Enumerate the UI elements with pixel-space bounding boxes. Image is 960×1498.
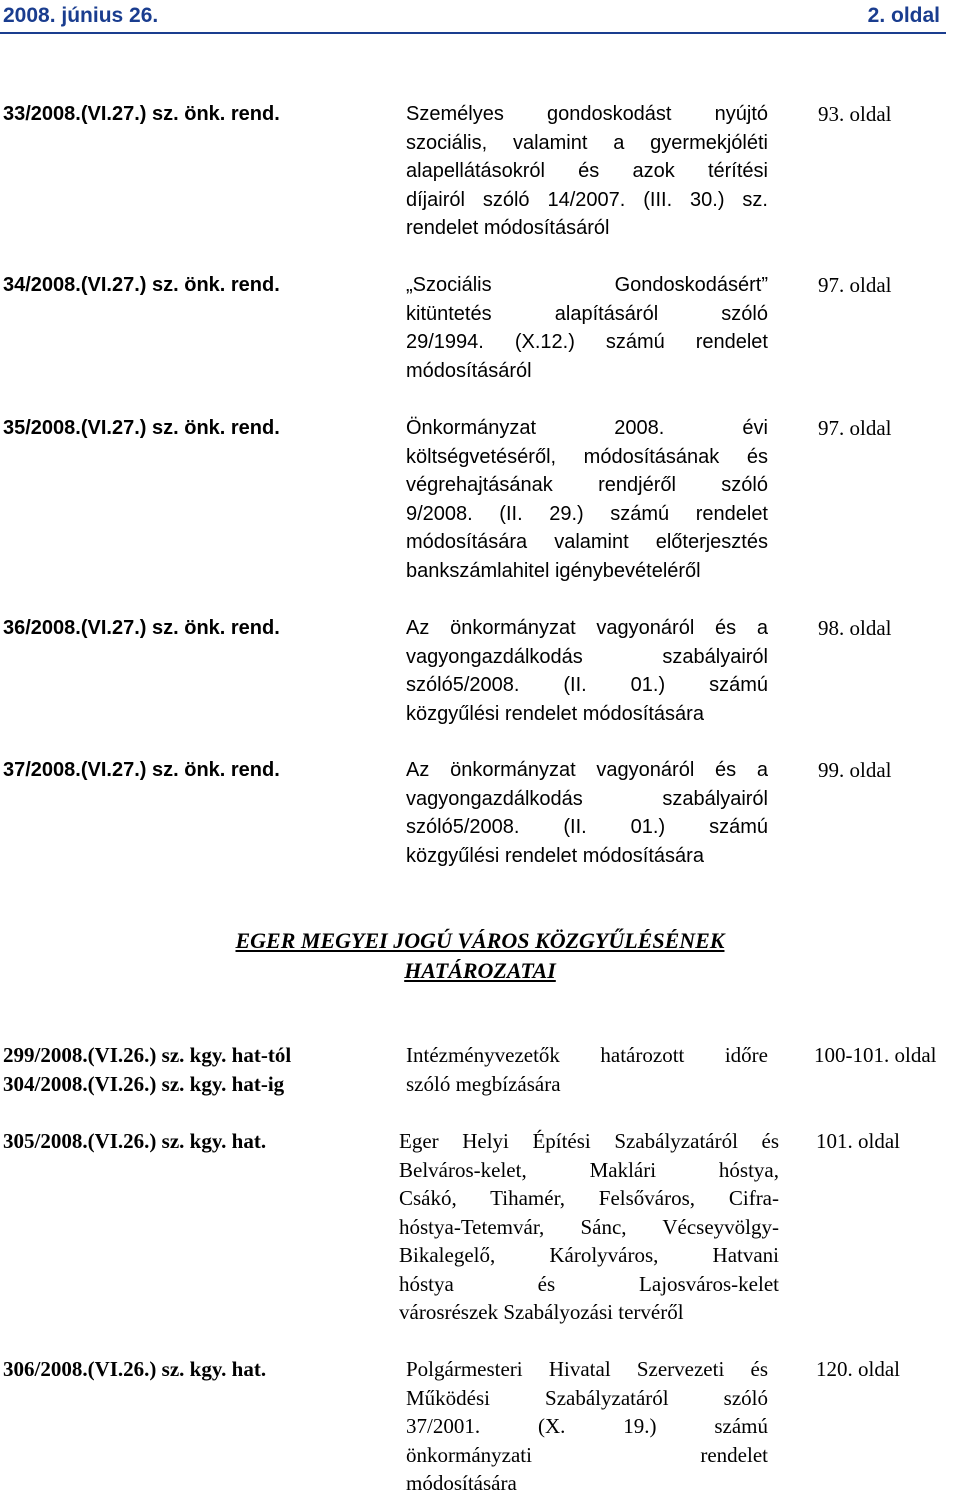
description-line: Polgármesteri Hivatal Szervezeti és [406, 1357, 768, 1381]
description-line: bankszámlahitel igénybevételéről [406, 559, 701, 582]
page-reference: 120. oldal [816, 1357, 900, 1381]
ordinance-ref: 35/2008.(VI.27.) sz. önk. rend. [3, 417, 280, 439]
description-line: közgyűlési rendelet módosítására [406, 844, 704, 867]
ordinance-ref: 34/2008.(VI.27.) sz. önk. rend. [3, 274, 280, 296]
page-reference: 93. oldal [818, 102, 892, 126]
description-line: vagyongazdálkodás szabályairól [406, 787, 768, 810]
ordinance-description [406, 271, 768, 385]
description-line: szóló5/2008. (II. 01.) számú [406, 816, 768, 838]
description-line: szóló5/2008. (II. 01.) számú [406, 674, 768, 696]
description-line: közgyűlési rendelet módosítására [406, 702, 704, 725]
page-reference: 101. oldal [816, 1129, 900, 1153]
resolution-description [399, 1127, 779, 1327]
ordinance-description [406, 614, 768, 728]
description-line: szociális, valamint a gyermekjóléti [406, 131, 768, 154]
page-reference: 99. oldal [818, 758, 892, 782]
resolution-ref: 299/2008.(VI.26.) sz. kgy. hat-tól [3, 1043, 292, 1067]
description-line: díjairól szóló 14/2007. (III. 30.) sz. [406, 188, 768, 211]
resolution-description [406, 1355, 768, 1498]
ordinance-description [406, 100, 768, 243]
description-line: kitüntetés alapításáról szóló [406, 302, 768, 325]
description-line: 29/1994. (X.12.) számú rendelet [406, 331, 768, 353]
description-line: költségvetéséről, módosításának és [406, 445, 768, 468]
description-line: 9/2008. (II. 29.) számú rendelet [406, 502, 768, 525]
description-line: „Szociális Gondoskodásért” [406, 274, 768, 296]
description-line: hóstya-Tetemvár, Sánc, Vécseyvölgy- [399, 1214, 779, 1239]
section-title-line: HATÁROZATAI [404, 958, 556, 983]
description-line: Belváros-kelet, Maklári hóstya, [399, 1157, 779, 1182]
ordinance-ref: 33/2008.(VI.27.) sz. önk. rend. [3, 103, 280, 125]
resolution-ref: 306/2008.(VI.26.) sz. kgy. hat. [3, 1357, 267, 1381]
ordinance-description [406, 756, 768, 870]
description-line: Személyes gondoskodást nyújtó [406, 103, 768, 125]
description-line: végrehajtásának rendjéről szóló [406, 474, 768, 496]
description-line: Intézményvezetők határozott időre [406, 1043, 768, 1067]
description-line: Működési Szabályzatáról szóló [406, 1385, 768, 1410]
description-line: önkormányzati rendelet [406, 1442, 768, 1467]
page-reference: 100-101. oldal [814, 1043, 937, 1067]
description-line: Bikalegelő, Károlyváros, Hatvani [399, 1243, 779, 1267]
section-title-line: EGER MEGYEI JOGÚ VÁROS KÖZGYŰLÉSÉNEK [235, 928, 725, 953]
description-line: módosításáról [406, 359, 532, 382]
description-line: Eger Helyi Építési Szabályzatáról és [399, 1129, 779, 1153]
resolution-description [406, 1041, 768, 1098]
page-reference: 98. oldal [818, 616, 892, 640]
description-line: szóló megbízására [406, 1071, 561, 1096]
description-line: Az önkormányzat vagyonáról és a [406, 617, 768, 639]
description-line: módosítására valamint előterjesztés [406, 531, 768, 553]
description-line: rendelet módosításáról [406, 217, 610, 239]
description-line: Az önkormányzat vagyonáról és a [406, 759, 768, 781]
page-header [0, 0, 960, 40]
description-line: Csákó, Tihamér, Felsőváros, Cifra- [399, 1186, 779, 1210]
resolution-ref: 304/2008.(VI.26.) sz. kgy. hat-ig [3, 1071, 285, 1096]
description-line: városrészek Szabályozási tervéről [399, 1300, 684, 1324]
section-title [0, 926, 960, 986]
description-line: módosítására [406, 1471, 517, 1495]
page-number: 2. oldal [867, 4, 940, 27]
description-line: hóstya és Lajosváros-kelet [399, 1271, 779, 1296]
ordinance-ref: 37/2008.(VI.27.) sz. önk. rend. [3, 759, 280, 781]
header-divider [0, 32, 946, 34]
resolution-ref: 305/2008.(VI.26.) sz. kgy. hat. [3, 1129, 267, 1153]
description-line: vagyongazdálkodás szabályairól [406, 645, 768, 668]
bulletin-date: 2008. június 26. [3, 4, 159, 27]
page-reference: 97. oldal [818, 416, 892, 440]
ordinance-ref: 36/2008.(VI.27.) sz. önk. rend. [3, 617, 280, 639]
ordinance-description [406, 414, 768, 585]
description-line: Önkormányzat 2008. évi [406, 417, 768, 439]
description-line: 37/2001. (X. 19.) számú [406, 1414, 768, 1438]
description-line: alapellátásokról és azok térítési [406, 160, 768, 182]
page-reference: 97. oldal [818, 273, 892, 297]
